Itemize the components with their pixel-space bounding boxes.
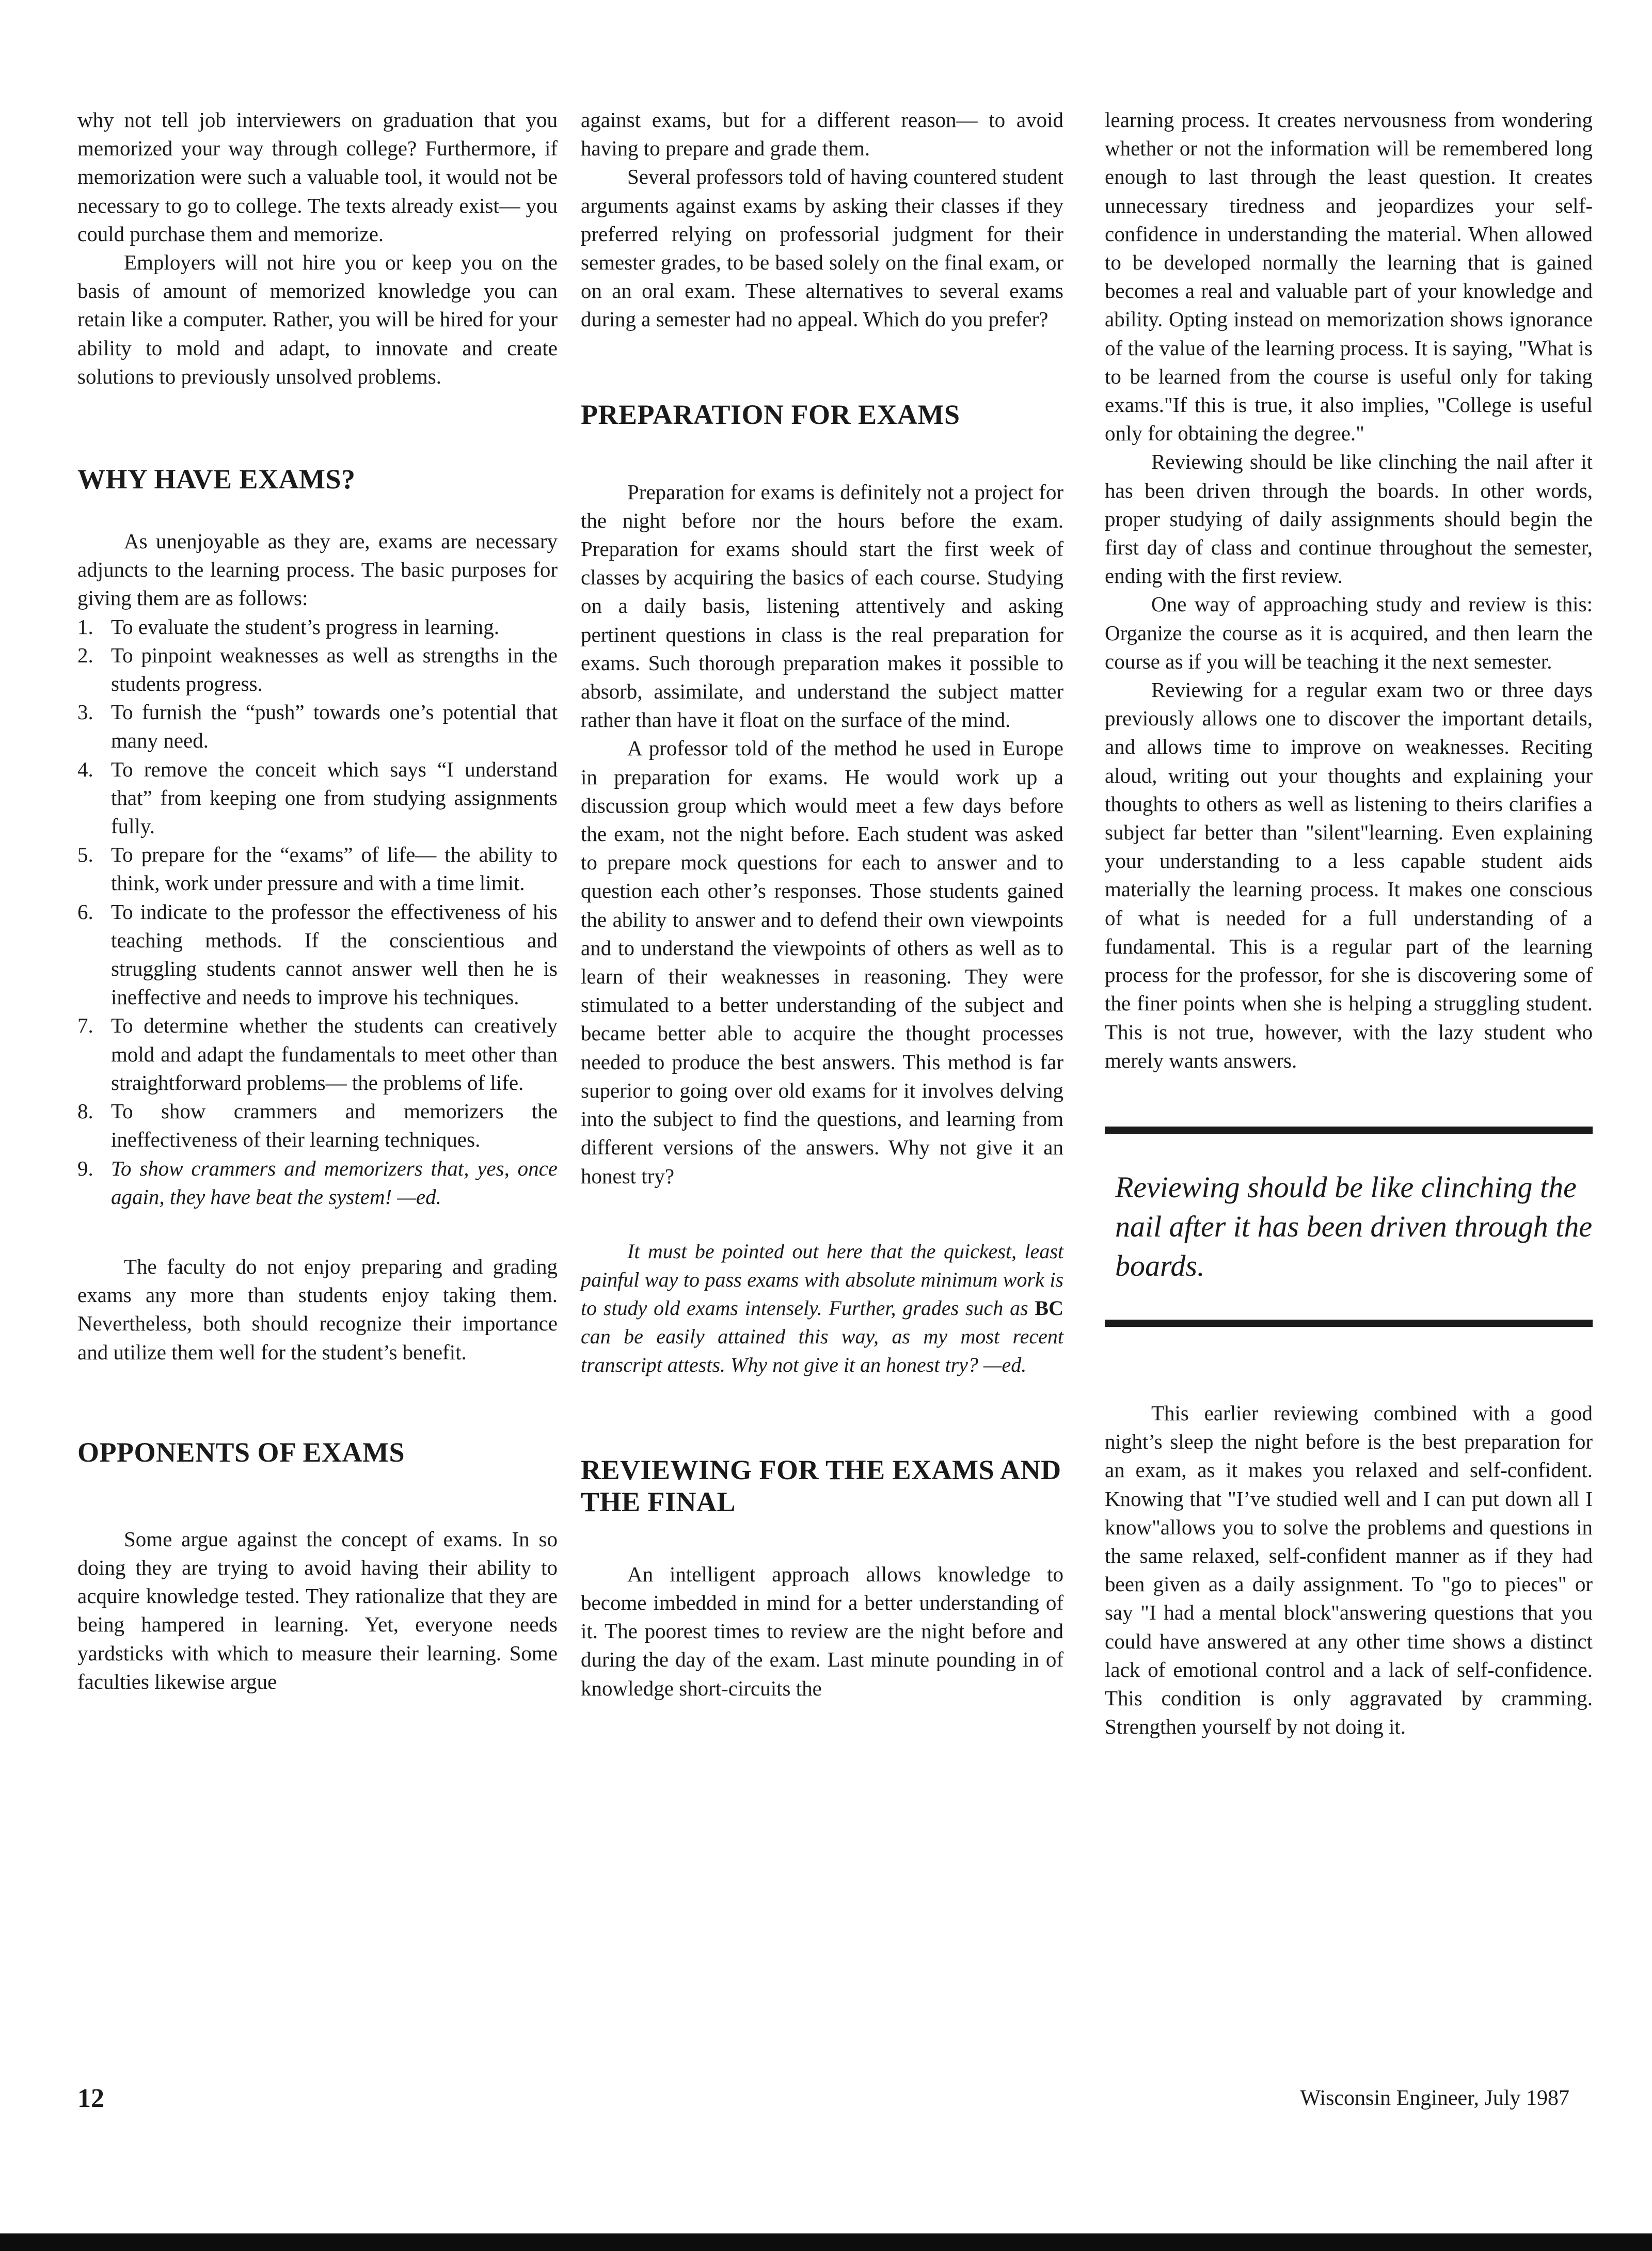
heading-preparation-for-exams: PREPARATION FOR EXAMS <box>581 399 960 430</box>
list-item <box>77 898 558 1012</box>
scan-edge-bar <box>0 2233 1652 2251</box>
list-number: 5. <box>77 843 93 867</box>
list-item <box>77 1097 558 1154</box>
heading-reviewing-for-exams: REVIEWING FOR THE EXAMS AND THE FINAL <box>581 1454 1061 1517</box>
why-exams-closing: The faculty do not enjoy preparing and grading exams any more than students enjoy taking them. Nevertheless, both should recognize their importance and utilize them well for the student’s benefit. <box>77 1254 558 1364</box>
purposes-list <box>77 613 558 1211</box>
heading-why-have-exams: WHY HAVE EXAMS? <box>77 464 356 495</box>
list-number: 1. <box>77 614 93 639</box>
list-number: 7. <box>77 1013 93 1038</box>
continuation-paragraph: against exams, but for a different reason— to avoid having to prepare and grade them. <box>581 108 1063 161</box>
list-number: 6. <box>77 899 93 924</box>
list-item <box>77 841 558 897</box>
column-1 <box>77 106 558 1696</box>
why-exams-lead: As unenjoyable as they are, exams are necessary adjuncts to the learning process. The basic purposes for giving them are as follows: <box>77 529 558 610</box>
list-text: To indicate to the professor the effectiveness of his teaching methods. If the conscientious and struggling students cannot answer well then he is ineffective and needs to improve his techniques. <box>111 899 558 1009</box>
grade-text: BC <box>1035 1296 1063 1320</box>
editor-note-text: can be easily attained this way, as my most recent transcript attests. Why not give it an honest try? —ed. <box>581 1324 1063 1376</box>
list-text: To determine whether the students can creatively mold and adapt the fundamentals to meet other than straightforward problems— the problems of life. <box>111 1013 558 1095</box>
preparation-paragraph: Preparation for exams is definitely not a project for the night before nor the hours before the exam. Preparation for exams should start the first week of classes by acquiring the basics of each course. Studying on a daily basis, listening attentively and asking pertinent questions in class is the real preparation for exams. Such thorough preparation makes it possible to absorb, assimilate, and understand the subject matter rather than have it float on the surface of the mind. <box>581 480 1063 732</box>
list-item <box>77 1154 558 1211</box>
column-2 <box>581 106 1063 1703</box>
list-text-editor-note: To show crammers and memorizers that, yes, once again, they have beat the system! —ed. <box>111 1156 558 1209</box>
column-3 <box>1105 106 1593 1741</box>
list-item <box>77 755 558 841</box>
list-item <box>77 641 558 698</box>
list-text: To prepare for the “exams” of life— the ability to think, work under pressure and with a time limit. <box>111 843 558 895</box>
professors-paragraph: Several professors told of having countered student arguments against exams by asking their classes if they preferred relying on professorial judgment for their semester grades, to be based solely on the final exam, or on an oral exam. These alternatives to several exams during a semester had no appeal. Which do you prefer? <box>581 165 1063 331</box>
list-number: 8. <box>77 1099 93 1123</box>
list-number: 9. <box>77 1156 93 1180</box>
reviewing-paragraph: An intelligent approach allows knowledge to become imbedded in mind for a better understanding of it. The poorest times to review are the night before and during the day of the exam. Last minute pounding in of knowledge short-circuits the <box>581 1562 1063 1700</box>
opponents-paragraph: Some argue against the concept of exams. In so doing they are trying to avoid having their ability to acquire knowledge tested. They rationalize that they are being hampered in learning. Yet, everyone needs yardsticks with which to measure their learning. Some faculties likewise argue <box>77 1527 558 1693</box>
heading-opponents-of-exams: OPPONENTS OF EXAMS <box>77 1436 405 1468</box>
list-number: 3. <box>77 700 93 724</box>
publication-credit: Wisconsin Engineer, July 1987 <box>1300 2086 1569 2110</box>
list-text: To evaluate the student’s progress in learning. <box>111 614 500 639</box>
list-item <box>77 698 558 755</box>
body-paragraph: Reviewing should be like clinching the nail after it has been driven through the boards. In other words, proper studying of daily assignments should begin the first day of class and continue throughout the semester, ending with the first review. <box>1105 450 1593 588</box>
list-text: To furnish the “push” towards one’s potential that many need. <box>111 700 558 753</box>
editor-note <box>581 1237 1063 1379</box>
list-text: To pinpoint weaknesses as well as strengths in the students progress. <box>111 643 558 696</box>
intro-paragraph: why not tell job interviewers on graduation that you memorized your way through college? Furthermore, if memorization were such a valuable tool, it would not be necessary to go to college. The texts already exist— you could purchase them and memorize. <box>77 108 558 246</box>
editor-note-text: It must be pointed out here that the quickest, least painful way to pass exams with absolute minimum work is to study old exams intensely. Further, grades such as <box>581 1239 1063 1320</box>
list-number: 2. <box>77 643 93 667</box>
body-paragraph: Reviewing for a regular exam two or three days previously allows one to discover the important details, and allows time to improve on weaknesses. Reciting aloud, writing out your thoughts and explaining your thoughts to others as well as listening to theirs clarifies a subject far better than "silent"learning. Even explaining your understanding to a less capable student aids materially the learning process. It makes one conscious of what is needed for a full understanding of a fundamental. This is a regular part of the learning process for the professor, for she is discovering some of the finer points when she is helping a struggling student. This is not true, however, with the lazy student who merely wants answers. <box>1105 678 1593 1072</box>
closing-paragraph: This earlier reviewing combined with a good night’s sleep the night before is the best preparation for an exam, as it makes you relaxed and self-confident. Knowing that "I’ve studied well and I can put down all I know"allows you to solve the problems and questions in the same relaxed, self-confident manner as if they had been given as a daily assignment. To "go to pieces" or say "I had a mental block"answering questions that you could have answered at any other time shows a distinct lack of emotional control and a lack of self-confidence. This condition is only aggravated by cramming. Strengthen yourself by not doing it. <box>1105 1401 1593 1739</box>
body-paragraph: One way of approaching study and review is this: Organize the course as it is acquired, and then learn the course as if you will be teaching it the next semester. <box>1105 592 1593 673</box>
continuation-paragraph: learning process. It creates nervousness from wondering whether or not the information will be remembered long enough to last through the least question. It creates unnecessary tiredness and jeopardizes your self-confidence in understanding the material. When allowed to be developed normally the learning that is gained becomes a real and valuable part of your knowledge and ability. Opting instead on memorization shows ignorance of the value of the learning process. It is saying, "What is to be learned from the course is useful only for taking exams."If this is true, it also implies, "College is useful only for obtaining the degree." <box>1105 108 1593 446</box>
page-number: 12 <box>77 2084 104 2113</box>
pull-quote: Reviewing should be like clinching the nail after it has been driven through the boards. <box>1105 1127 1593 1327</box>
intro-paragraph: Employers will not hire you or keep you on the basis of amount of memorized knowledge you can retain like a computer. Rather, you will be hired for your ability to mold and adapt, to innovate and create solutions to previously unsolved problems. <box>77 250 558 388</box>
list-number: 4. <box>77 757 93 781</box>
list-text: To remove the conceit which says “I understand that” from keeping one from studying assignments fully. <box>111 757 558 838</box>
list-item <box>77 613 558 641</box>
list-text: To show crammers and memorizers the ineffectiveness of their learning techniques. <box>111 1099 558 1152</box>
list-item <box>77 1011 558 1097</box>
preparation-paragraph: A professor told of the method he used in Europe in preparation for exams. He would work up a discussion group which would meet a few days before the exam, not the night before. Each student was asked to prepare mock questions for each to answer and to question each other’s responses. Those students gained the ability to answer and to defend their own viewpoints and to understand the viewpoints of others as well as to learn of their weaknesses in reasoning. They were stimulated to a better understanding of the subject and became better able to acquire the thought processes needed to produce the best answers. This method is far superior to going over old exams for it involves delving into the subject to find the questions, and learning from different versions of the answers. Why not give it an honest try? <box>581 736 1063 1188</box>
